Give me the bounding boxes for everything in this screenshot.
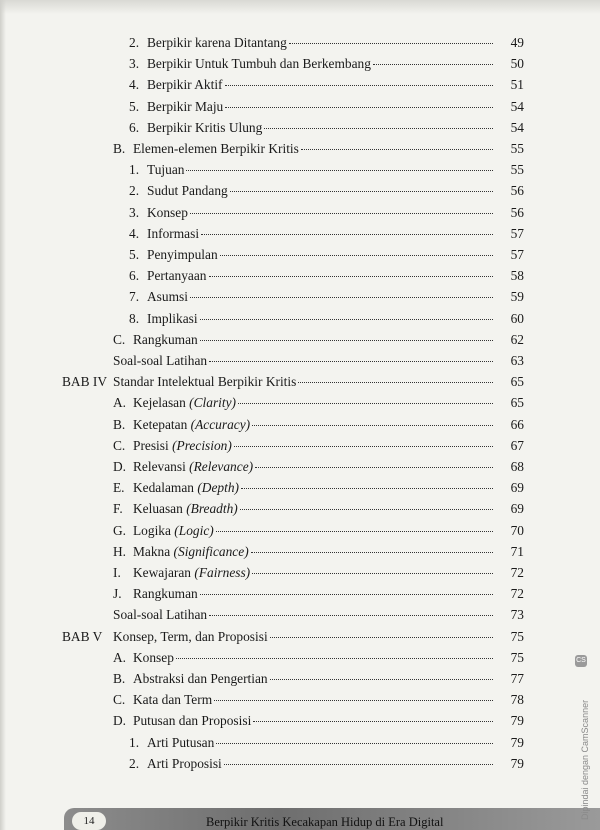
toc-entry-title-text: Arti Proposisi: [147, 755, 222, 771]
toc-page-number: 72: [510, 586, 524, 602]
toc-entry-title: [113, 351, 207, 371]
toc-entry-number: 2.: [129, 35, 140, 50]
toc-page-number: 57: [510, 247, 524, 262]
toc-entry-title-text: Berpikir Untuk Tumbuh dan Berkembang: [147, 56, 371, 72]
toc-page-number: 67: [510, 437, 524, 453]
toc-entry-english-term: (Depth): [197, 480, 239, 496]
toc-entry-title-text: Makna: [133, 543, 171, 559]
toc-entry-row[interactable]: [113, 690, 524, 710]
toc-entry-title: [133, 393, 236, 413]
toc-entry-english-term: (Precision): [172, 437, 232, 453]
toc-entry-row[interactable]: [129, 287, 524, 307]
toc-entry-row[interactable]: [113, 542, 524, 562]
toc-entry-number: B.: [113, 141, 126, 156]
toc-entry-row[interactable]: [113, 521, 524, 541]
toc-entry-row[interactable]: [129, 754, 524, 774]
toc-entry-number: B.: [113, 416, 126, 432]
camscanner-logo-icon: CS: [575, 655, 587, 667]
toc-entry-row[interactable]: [129, 75, 524, 95]
dot-leader: [201, 234, 493, 235]
toc-entry-title-text: Soal-soal Latihan: [113, 607, 208, 623]
toc-entry-number: D.: [113, 713, 127, 729]
toc-entry-row[interactable]: [113, 415, 524, 435]
toc-page-number: 68: [510, 459, 524, 474]
toc-entry-title: [133, 415, 250, 435]
toc-entry-number: 2.: [129, 755, 140, 771]
toc-entry-title-text: Logika: [133, 522, 171, 538]
dot-leader: [216, 531, 493, 532]
toc-entry-title-text: Standar Intelektual Berpikir Kritis: [113, 374, 297, 390]
toc-entry-title: [147, 224, 199, 244]
toc-entry-title: [133, 457, 253, 477]
dot-leader: [298, 382, 493, 383]
dot-leader: [252, 573, 493, 574]
toc-entry-row[interactable]: [113, 648, 524, 668]
toc-entry-english-term: (Significance): [173, 543, 249, 559]
toc-entry-row[interactable]: [129, 181, 524, 201]
toc-page-number: 57: [510, 225, 524, 241]
toc-entry-row[interactable]: [129, 54, 524, 74]
dot-leader: [225, 107, 493, 108]
toc-page-number: 79: [510, 755, 524, 771]
toc-entry-title: [113, 372, 296, 392]
dot-leader: [209, 276, 494, 277]
toc-page-number: 79: [510, 713, 524, 729]
toc-entry-title-text: Pertanyaan: [147, 268, 207, 284]
toc-entry-title-text: Kata dan Term: [133, 692, 213, 708]
toc-page-number: 63: [510, 353, 524, 368]
toc-page-number: 79: [510, 734, 524, 750]
toc-entry-title-text: Kejelasan: [133, 395, 186, 411]
toc-entry-title: [147, 181, 228, 201]
dot-leader: [253, 721, 493, 722]
toc-page-number: 59: [510, 289, 524, 305]
toc-entry-number: 2.: [129, 183, 140, 199]
dot-leader: [216, 743, 493, 744]
dot-leader: [241, 488, 493, 489]
toc-entry-title: [133, 690, 212, 710]
toc-page-number: 71: [510, 543, 524, 559]
toc-entry-title-text: Berpikir Maju: [147, 98, 224, 114]
toc-entry-title: [133, 669, 268, 689]
toc-page-number: 72: [510, 565, 524, 580]
toc-entry-title: [133, 563, 250, 583]
toc-entry-number: E.: [113, 480, 125, 496]
toc-entry-number: A.: [113, 395, 127, 411]
toc-entry-row[interactable]: [113, 436, 524, 456]
dot-leader: [209, 361, 493, 362]
toc-entry-title-text: Rangkuman: [133, 586, 198, 602]
toc-entry-row[interactable]: [129, 33, 524, 53]
toc-page-number: 58: [510, 268, 524, 284]
toc-entry-title-text: Sudut Pandang: [147, 183, 228, 199]
toc-page-number: 65: [510, 395, 524, 411]
toc-page-number: 54: [510, 98, 524, 114]
toc-entry-number: C.: [113, 437, 126, 453]
toc-entry-title: [147, 245, 218, 265]
toc-entry-title-text: Berpikir karena Ditantang: [147, 35, 287, 50]
dot-leader: [252, 425, 493, 426]
toc-entry-row[interactable]: [113, 584, 524, 604]
toc-entry-number: 5.: [129, 98, 140, 114]
toc-entry-number: D.: [113, 459, 127, 474]
toc-entry-title-text: Elemen-elemen Berpikir Kritis: [133, 141, 299, 156]
toc-page-number: 49: [510, 35, 524, 50]
toc-page-number: 77: [510, 671, 524, 686]
chapter-label: BAB V: [62, 628, 103, 644]
toc-entry-number: 3.: [129, 56, 140, 72]
toc-entry-title-text: Relevansi: [133, 459, 186, 474]
toc-page-number: 62: [510, 331, 524, 347]
toc-entry-row[interactable]: [129, 118, 524, 138]
toc-entry-title: [133, 499, 238, 519]
toc-entry-english-term: (Relevance): [189, 459, 254, 474]
toc-page-number: 55: [510, 141, 524, 156]
toc-entry-title: [133, 542, 249, 562]
toc-entry-title-text: Abstraksi dan Pengertian: [133, 671, 268, 686]
toc-entry-row[interactable]: [113, 563, 524, 583]
toc-entry-row[interactable]: [129, 160, 524, 180]
toc-entry-title: [133, 139, 299, 159]
dot-leader: [209, 615, 493, 616]
dot-leader: [224, 764, 493, 765]
toc-entry-title: [133, 330, 198, 350]
toc-chapter-row[interactable]: [113, 627, 524, 647]
toc-page-number: 75: [510, 628, 524, 644]
dot-leader: [176, 658, 493, 659]
toc-page-number: 75: [510, 649, 524, 665]
toc-page-number: 66: [510, 416, 524, 432]
footer-page-number: 14: [72, 812, 106, 830]
toc-page-number: 69: [510, 480, 524, 496]
toc-entry-number: 6.: [129, 268, 140, 284]
toc-entry-title: [147, 118, 262, 138]
dot-leader: [200, 319, 493, 320]
toc-entry-title-text: Asumsi: [147, 289, 188, 305]
dot-leader: [220, 255, 493, 256]
toc-entry-title: [147, 75, 223, 95]
toc-page-number: 56: [510, 183, 524, 199]
toc-entry-number: B.: [113, 671, 126, 686]
dot-leader: [270, 679, 493, 680]
toc-page-number: 51: [510, 77, 524, 93]
toc-entry-title: [147, 160, 184, 180]
toc-page-number: 56: [510, 204, 524, 220]
toc-entry-row[interactable]: [129, 266, 524, 286]
toc-entry-title: [133, 436, 232, 456]
dot-leader: [240, 509, 493, 510]
toc-entry-row[interactable]: [113, 499, 524, 519]
toc-entry-number: 4.: [129, 77, 140, 93]
toc-entry-title: [147, 97, 223, 117]
toc-entry-title: [147, 309, 198, 329]
toc-entry-title: [113, 605, 207, 625]
toc-entry-title-text: Ketepatan: [133, 416, 188, 432]
toc-entry-title: [133, 584, 198, 604]
dot-leader: [190, 297, 493, 298]
toc-entry-title: [147, 287, 188, 307]
toc-entry-row[interactable]: [129, 203, 524, 223]
toc-entry-row[interactable]: [113, 478, 524, 498]
toc-entry-title-text: Berpikir Kritis Ulung: [147, 119, 263, 135]
toc-entry-number: 1.: [129, 162, 140, 178]
toc-entry-number: 1.: [129, 734, 140, 750]
chapter-label: BAB IV: [62, 374, 108, 390]
toc-entry-title-text: Kedalaman: [133, 480, 194, 496]
dot-leader: [190, 213, 493, 214]
toc-entry-title-text: Konsep, Term, dan Proposisi: [113, 628, 268, 644]
toc-entry-title-text: Keluasan: [133, 501, 183, 517]
toc-page-number: 54: [510, 119, 524, 135]
toc-entry-title-text: Informasi: [147, 225, 200, 241]
toc-entry-title-text: Presisi: [133, 437, 169, 453]
toc-chapter-row[interactable]: [113, 372, 524, 392]
dot-leader: [301, 149, 493, 150]
footer-book-title: Berpikir Kritis Kecakapan Hidup di Era Digital: [206, 815, 444, 829]
toc-entry-number: C.: [113, 692, 126, 708]
dot-leader: [289, 43, 493, 44]
dot-leader: [200, 594, 493, 595]
toc-entry-title: [147, 54, 371, 74]
toc-entry-title: [113, 627, 268, 647]
dot-leader: [264, 128, 493, 129]
toc-page-number: 55: [510, 162, 524, 178]
toc-entry-row[interactable]: [113, 330, 524, 350]
toc-entry-english-term: (Clarity): [189, 395, 237, 411]
toc-entry-title: [133, 521, 214, 541]
toc-entry-title-text: Konsep: [147, 204, 188, 220]
scanner-watermark-text: Dipindai dengan CamScanner: [580, 699, 590, 820]
toc-entry-number: G.: [113, 522, 127, 538]
toc-entry-number: 4.: [129, 225, 140, 241]
dot-leader: [270, 637, 493, 638]
toc-page-number: 69: [510, 501, 524, 517]
toc-page-number: 50: [510, 56, 524, 72]
toc-entry-title-text: Berpikir Aktif: [147, 77, 223, 93]
toc-entry-row[interactable]: [113, 351, 524, 371]
toc-entry-row[interactable]: [129, 224, 524, 244]
toc-entry-number: I.: [113, 565, 121, 580]
toc-entry-number: 3.: [129, 204, 140, 220]
toc-entry-english-term: (Logic): [174, 522, 214, 538]
dot-leader: [200, 340, 493, 341]
toc-entry-title-text: Implikasi: [147, 310, 198, 326]
toc-entry-english-term: (Accuracy): [190, 416, 251, 432]
toc-entry-english-term: (Breadth): [186, 501, 238, 517]
toc-entry-row[interactable]: [129, 733, 524, 753]
dot-leader: [230, 191, 493, 192]
toc-entry-row[interactable]: [129, 309, 524, 329]
toc-page-number: 60: [510, 310, 524, 326]
toc-entry-row[interactable]: [113, 393, 524, 413]
toc-entry-title: [133, 711, 251, 731]
toc-entry-title-text: Arti Putusan: [147, 734, 215, 750]
toc-entry-title: [147, 733, 214, 753]
dot-leader: [251, 552, 493, 553]
toc-entry-number: 8.: [129, 310, 140, 326]
toc-entry-row[interactable]: [113, 457, 524, 477]
dot-leader: [373, 64, 493, 65]
toc-page-number: 70: [510, 522, 524, 538]
toc-entry-title-text: Kewajaran: [133, 565, 191, 580]
scanner-watermark: [574, 620, 594, 820]
toc-entry-number: J.: [113, 586, 122, 602]
toc-entry-title: [147, 266, 207, 286]
toc-entry-title-text: Konsep: [133, 649, 174, 665]
dot-leader: [238, 403, 493, 404]
toc-entry-title: [147, 203, 188, 223]
toc-entry-row[interactable]: [113, 139, 524, 159]
toc-entry-title: [133, 478, 239, 498]
toc-entry-title-text: Soal-soal Latihan: [113, 353, 208, 368]
toc-entry-number: 7.: [129, 289, 140, 305]
toc-entry-number: H.: [113, 543, 127, 559]
toc-entry-title: [133, 648, 174, 668]
toc-entry-title-text: Putusan dan Proposisi: [133, 713, 252, 729]
toc-entry-number: 6.: [129, 119, 140, 135]
toc-entry-title-text: Penyimpulan: [147, 247, 218, 262]
toc-page-number: 73: [510, 607, 524, 623]
toc-entry-number: 5.: [129, 247, 140, 262]
toc-entry-title-text: Rangkuman: [133, 331, 198, 347]
dot-leader: [255, 467, 493, 468]
dot-leader: [214, 700, 493, 701]
dot-leader: [225, 85, 494, 86]
toc-entry-number: A.: [113, 649, 127, 665]
toc-page-number: 65: [510, 374, 524, 390]
toc-page-number: 78: [510, 692, 524, 708]
toc-entry-title: [147, 33, 287, 53]
toc-entry-english-term: (Fairness): [194, 565, 251, 580]
toc-entry-number: C.: [113, 331, 126, 347]
toc-entry-row[interactable]: [129, 97, 524, 117]
toc-entry-title-text: Tujuan: [147, 162, 185, 178]
toc-entry-number: F.: [113, 501, 123, 517]
toc-entry-row[interactable]: [113, 711, 524, 731]
dot-leader: [186, 170, 493, 171]
toc-entry-row[interactable]: [113, 669, 524, 689]
toc-entry-row[interactable]: [113, 605, 524, 625]
toc-entry-title: [147, 754, 222, 774]
toc-entry-row[interactable]: [129, 245, 524, 265]
dot-leader: [234, 446, 493, 447]
